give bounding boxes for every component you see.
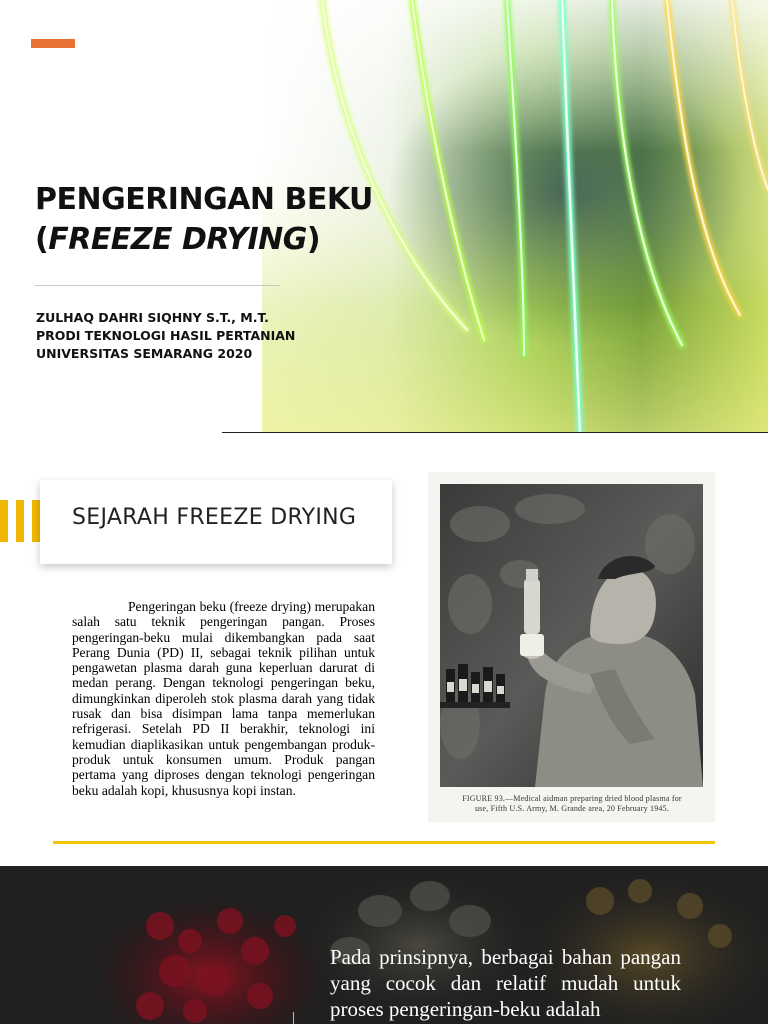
- history-paragraph: Pengeringan beku (freeze drying) merupakan salah satu teknik pengeringan pangan. Proses pengeringan-beku mulai dikembangkan pada saat Perang Dunia (PD) II, sebagai teknik pilihan untuk pengawetan plasma darah guna keperluan darurat di medan perang. Dengan teknologi pengeringan beku, dimungkinkan diperoleh stok plasma darah yang tidak rusak dan bisa disimpan lama tanpa memerlukan refrigerasi. Setelah PD II berakhir, teknologi ini kemudian diaplikasikan untuk pengembangan produk-produk untuk konsumen umum. Produk pangan pertama yang diproses dengan teknologi pengeringan beku adalah kopi, khususnya kopi instan.: [72, 599, 375, 798]
- photo-caption-line1: FIGURE 93.—Medical aidman preparing dried blood plasma for: [462, 794, 682, 803]
- historical-photo: [428, 472, 715, 822]
- author-block: [36, 309, 295, 363]
- author-name: ZULHAQ DAHRI SIQHNY S.T., M.T.: [36, 310, 269, 325]
- principle-text: Pada prinsipnya, berbagai bahan pangan yang cocok dan relatif mudah untuk proses pengeringan-beku adalah: [330, 945, 681, 1021]
- section-divider: [53, 841, 715, 844]
- author-university: UNIVERSITAS SEMARANG 2020: [36, 346, 253, 361]
- section-header-card: [40, 480, 392, 564]
- accent-bar: [31, 39, 75, 48]
- principle-slide: [0, 866, 768, 1024]
- title-line2: [35, 220, 375, 260]
- page-title: [35, 180, 375, 260]
- title-paren-close: ): [306, 222, 321, 257]
- section-title: SEJARAH FREEZE DRYING: [72, 505, 357, 530]
- title-slide: [0, 0, 768, 440]
- medical-aidman-photo: [440, 484, 703, 787]
- title-subtitle: FREEZE DRYING: [48, 222, 307, 257]
- title-divider: [35, 285, 280, 286]
- photo-caption-line2: use, Fifth U.S. Army, M. Grande area, 20 February 1945.: [474, 804, 669, 813]
- title-paren-open: (: [35, 222, 49, 257]
- side-stripes: [0, 500, 40, 542]
- photo-caption: [438, 794, 706, 814]
- title-line1: PENGERINGAN BEKU: [35, 182, 373, 217]
- history-slide: [0, 442, 768, 866]
- author-program: PRODI TEKNOLOGI HASIL PERTANIAN: [36, 328, 296, 343]
- vertical-divider: [293, 1012, 294, 1024]
- hero-underline: [222, 432, 768, 433]
